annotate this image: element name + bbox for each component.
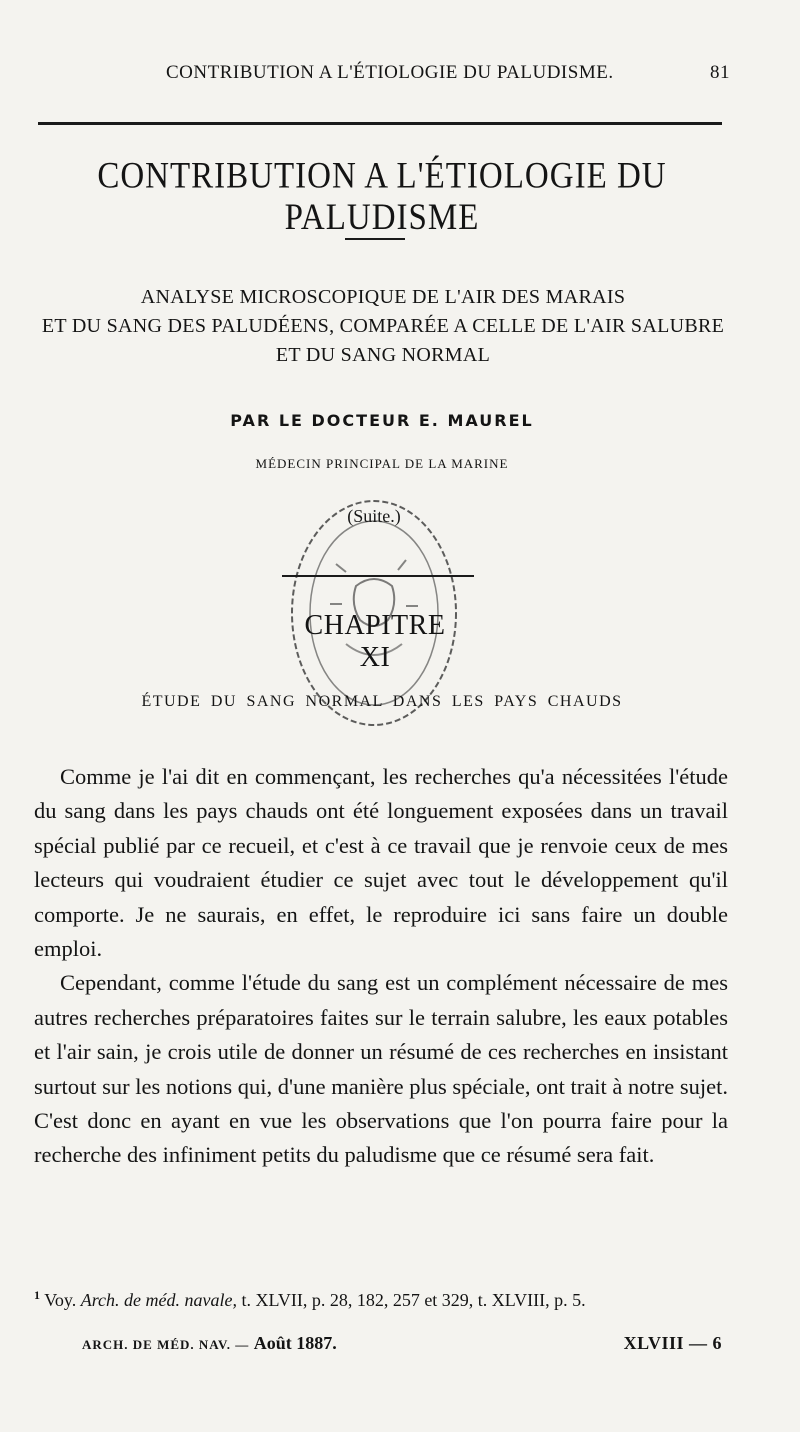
subtitle-line: ANALYSE MICROSCOPIQUE DE L'AIR DES MARAIS [140, 286, 626, 308]
footnote-mark: 1 [34, 1288, 40, 1302]
page-number: 81 [710, 62, 730, 83]
article-title: CONTRIBUTION A L'ÉTIOLOGIE DU PALUDISME [97, 156, 667, 238]
running-head [60, 62, 730, 90]
signature-date: Août 1887. [253, 1333, 337, 1353]
paragraph: Cependant, comme l'étude du sang est un complément nécessaire de mes autres recherches préparatoires faites sur le terrain salubre, les eaux potables et l'air sain, je crois utile de donner un résumé de ces recherches en insistant surtout sur les notions qui, d'une manière plus spéciale, ont trait à notre sujet. C'est donc en ayant en vue les observations que l'on pourra faire pour la recherche des infiniment petits du paludisme que ce résumé sera fait. [34, 970, 728, 1168]
chapter-heading: CHAPITRE XI [304, 610, 446, 673]
article-subtitle [38, 283, 728, 370]
title-divider [345, 238, 405, 240]
subtitle-line: ET DU SANG NORMAL [275, 344, 491, 366]
section-heading: ÉTUDE DU SANG NORMAL DANS LES PAYS CHAUDS [141, 693, 623, 710]
footnote [34, 1282, 728, 1313]
signature-journal: ARCH. DE MÉD. NAV. — [82, 1337, 250, 1352]
signature-left [82, 1333, 337, 1354]
author-byline: PAR LE DOCTEUR E. MAUREL [230, 411, 534, 430]
paragraph: Comme je l'ai dit en commençant, les recherches qu'a nécessitées l'étude du sang dans les pays chauds ont été longuement exposées dans un travail spécial publié par ce recueil, et c'est à ce travail que je renvoie ceux de mes lecteurs qui voudraient étudier ce sujet avec tout le développement qu'il comporte. Je ne saurais, en effet, le reproduire ici sans faire un double emploi. [34, 764, 728, 962]
footnote-journal: Arch. de méd. navale, [80, 1290, 237, 1310]
subtitle-line: ET DU SANG DES PALUDÉENS, COMPARÉE A CELLE DE L'AIR SALUBRE [41, 315, 725, 337]
running-title: CONTRIBUTION A L'ÉTIOLOGIE DU PALUDISME. [166, 62, 614, 83]
chapter-rule [282, 575, 474, 577]
body-text [34, 760, 728, 1173]
printer-signature [34, 1333, 728, 1363]
footnote-refs: t. XLVII, p. 28, 182, 257 et 329, t. XLVIII, p. 5. [241, 1290, 586, 1310]
header-rule [38, 122, 722, 125]
footnote-lead: Voy. [44, 1290, 77, 1310]
author-title: MÉDECIN PRINCIPAL DE LA MARINE [255, 456, 509, 471]
stamp-suite-text: (Suite.) [347, 506, 401, 526]
signature-sheet: XLVIII — 6 [623, 1333, 722, 1353]
